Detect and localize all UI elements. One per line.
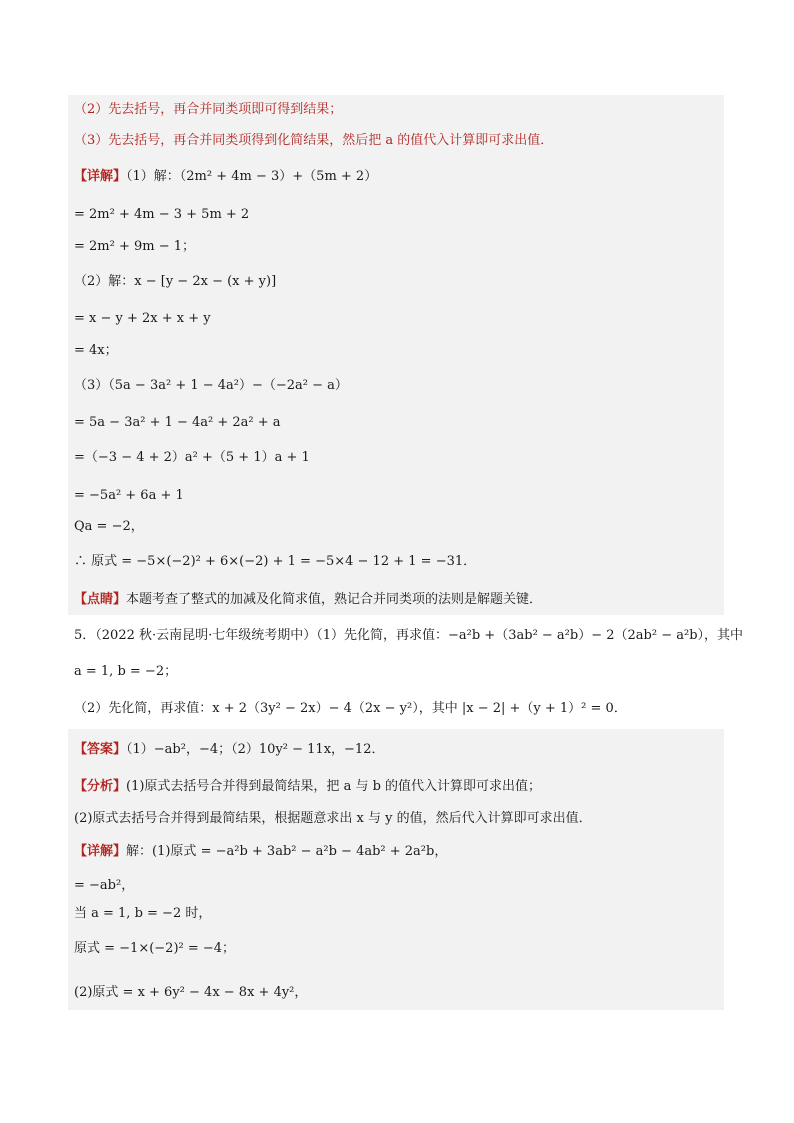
text-line (74, 449, 310, 467)
text-line (74, 273, 276, 291)
text-line (74, 377, 348, 395)
text-line (74, 132, 553, 150)
text-line (74, 940, 235, 958)
solution-block-q5 (68, 729, 724, 1010)
text-line (74, 168, 377, 186)
line-text: 本题考查了整式的加减及化简求值，熟记合并同类项的法则是解题关键． (126, 592, 543, 607)
line-text: a = 1, b = −2； (74, 664, 178, 679)
section-tag: 【点睛】 (74, 592, 127, 607)
line-text: = x − y + 2x + x + y (74, 311, 211, 326)
text-line (74, 810, 592, 828)
section-tag: 【分析】 (74, 779, 127, 794)
text-line (74, 342, 118, 360)
section-tag: 【详解】 (74, 844, 127, 859)
text-line (74, 905, 211, 923)
line-text: （2）先化简，再求值：x + 2（3y² − 2x）− 4（2x − y²），其中 |x − 2| +（y + 1）² = 0． (74, 701, 627, 716)
line-text: = 2m² + 4m − 3 + 5m + 2 (74, 207, 250, 222)
line-text: (1)原式去括号合并得到最简结果，把 a 与 b 的值代入计算即可求出值； (126, 779, 542, 794)
section-tag: 【答案】 (74, 742, 127, 757)
line-text: （1）解：（2m² + 4m − 3）+（5m + 2） (126, 169, 378, 184)
line-text: = 2m² + 9m − 1； (74, 239, 196, 254)
text-line (74, 101, 342, 119)
text-line (74, 487, 184, 505)
line-text: （2）先去括号，再合并同类项即可得到结果； (74, 102, 343, 117)
line-text: （2）解：x − [y − 2x − (x + y)] (74, 274, 277, 289)
line-text: 解：(1)原式 = −a²b + 3ab² − a²b − 4ab² + 2a²b， (126, 844, 448, 859)
line-text: = −ab²， (74, 878, 135, 893)
text-line (74, 238, 195, 256)
text-line (74, 553, 476, 571)
line-text: （1）−ab²，−4；（2）10y² − 11x，−12． (126, 742, 385, 757)
text-line (74, 877, 134, 895)
line-text: 当 a = 1, b = −2 时， (74, 906, 212, 921)
line-text: (2)原式去括号合并得到最简结果，根据题意求出 x 与 y 的值，然后代入计算即可求出值． (74, 811, 592, 826)
line-text: (2)原式 = x + 6y² − 4x − 8x + 4y²， (74, 985, 308, 1000)
text-line (74, 984, 307, 1002)
text-line (74, 741, 384, 759)
line-text: = −5a² + 6a + 1 (74, 488, 184, 503)
line-text: 原式 = −1×(−2)² = −4； (74, 941, 236, 956)
text-line (74, 843, 447, 861)
text-line (74, 700, 627, 718)
line-text: = 4x； (74, 343, 118, 358)
text-line (74, 778, 541, 796)
text-line (74, 627, 743, 645)
line-text: （3）先去括号，再合并同类项得到化简结果，然后把 a 的值代入计算即可求出值． (74, 133, 554, 148)
line-text: （3）（5a − 3a² + 1 − 4a²）−（−2a² − a） (74, 378, 348, 393)
text-line (74, 663, 177, 681)
text-line (74, 310, 211, 328)
text-line (74, 518, 144, 536)
line-text: ∴ 原式 = −5×(−2)² + 6×(−2) + 1 = −5×4 − 12 + 1 = −31． (74, 554, 477, 569)
text-line (74, 206, 249, 224)
section-tag: 【详解】 (74, 169, 127, 184)
line-text: = 5a − 3a² + 1 − 4a² + 2a² + a (74, 415, 281, 430)
line-text: 5．（2022 秋·云南昆明·七年级统考期中）（1）先化简，再求值：−a²b +（3ab² − a²b）− 2（2ab² − a²b），其中 (74, 628, 744, 643)
line-text: Qa = −2， (74, 519, 144, 534)
line-text: =（−3 − 4 + 2）a² +（5 + 1）a + 1 (74, 450, 310, 465)
text-line (74, 591, 542, 609)
text-line (74, 414, 281, 432)
